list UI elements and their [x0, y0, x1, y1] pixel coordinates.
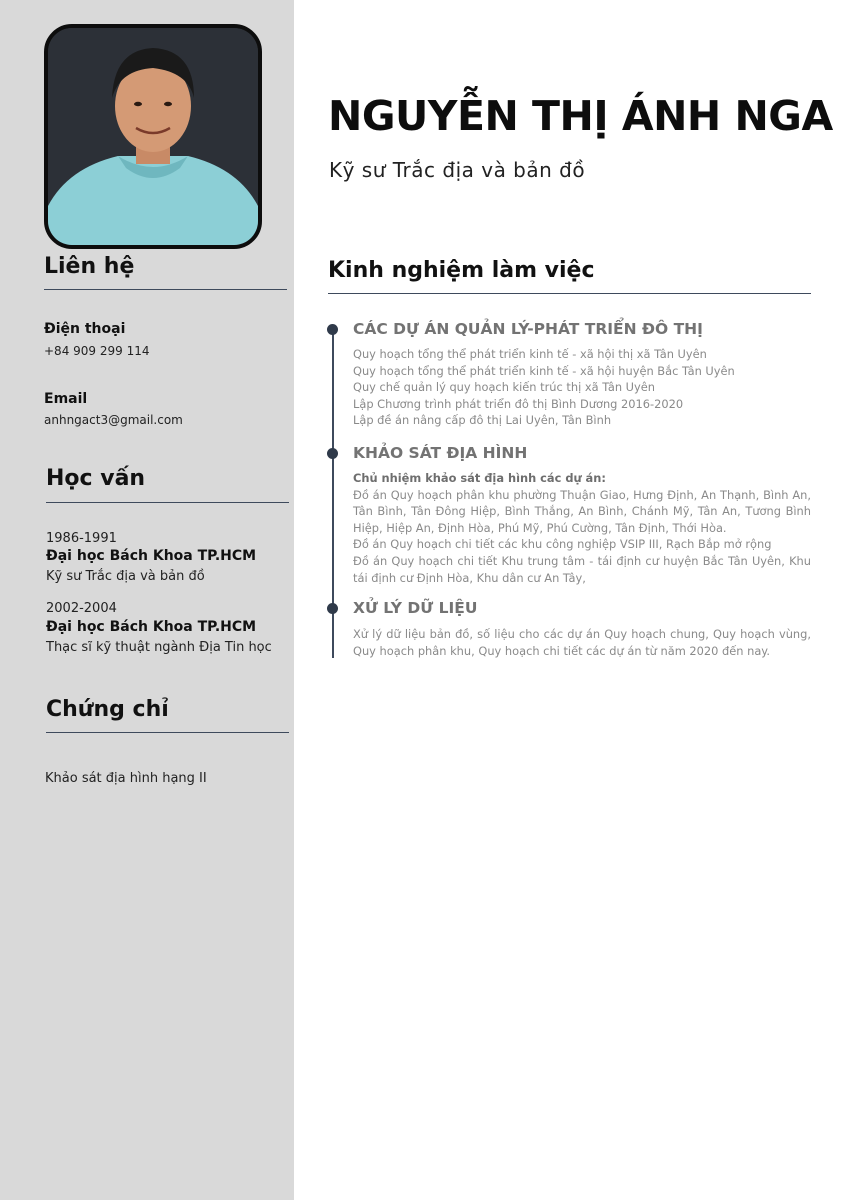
person-name: NGUYỄN THỊ ÁNH NGA	[328, 92, 833, 140]
paragraph: Đồ án Quy hoạch chi tiết Khu trung tâm - tái định cư huyện Bắc Tân Uyên, Khu tái định cư Định Hòa, Khu dân cư An Tây,	[353, 553, 811, 585]
education-school: Đại học Bách Khoa TP.HCM	[46, 619, 257, 635]
experience-heading: Kinh nghiệm làm việc	[328, 258, 595, 283]
section-title: CÁC DỰ ÁN QUẢN LÝ-PHÁT TRIỂN ĐÔ THỊ	[353, 320, 703, 338]
paragraph: Xử lý dữ liệu bản đồ, số liệu cho các dự án Quy hoạch chung, Quy hoạch vùng, Quy hoạch phân khu, Quy hoạch chi tiết các dự án từ năm 2020 đến nay.	[353, 627, 811, 658]
list-item: Quy hoạch tổng thể phát triển kinh tế - xã hội huyện Bắc Tân Uyên	[353, 363, 735, 378]
education-years: 2002-2004	[46, 601, 117, 616]
section-body	[353, 470, 811, 586]
section-subtitle: Chủ nhiệm khảo sát địa hình các dự án:	[353, 471, 606, 485]
person-role: Kỹ sư Trắc địa và bản đồ	[329, 158, 586, 182]
phone-number: +84 909 299 114	[44, 344, 150, 358]
education-school: Đại học Bách Khoa TP.HCM	[46, 548, 257, 564]
section-title: XỬ LÝ DỮ LIỆU	[353, 599, 478, 617]
section-lines	[353, 346, 811, 429]
certificates-divider	[46, 732, 289, 733]
experience-divider	[328, 293, 811, 294]
timeline-dot	[327, 324, 338, 335]
section-body	[353, 626, 811, 659]
portrait-image	[48, 28, 258, 245]
email-address: anhngact3@gmail.com	[44, 413, 183, 427]
list-item: Quy hoạch tổng thể phát triển kinh tế - xã hội thị xã Tân Uyên	[353, 347, 707, 361]
education-heading: Học vấn	[46, 466, 146, 491]
education-degree: Kỹ sư Trắc địa và bản đồ	[46, 569, 205, 584]
paragraph: Đồ án Quy hoạch phân khu phường Thuận Giao, Hưng Định, An Thạnh, Bình An, Tân Bình, Tân Đông Hiệp, Bình Thắng, An Bình, Chánh Mỹ, Tân An, Tương Bình Hiệp, Hiệp An, Định Hòa, Phú Mỹ, Phú Cường, Tân Định, Thới Hòa.	[353, 487, 811, 535]
contact-divider	[44, 289, 287, 290]
timeline-dot	[327, 603, 338, 614]
timeline-dot	[327, 448, 338, 459]
education-years: 1986-1991	[46, 531, 117, 546]
profile-photo	[44, 24, 262, 249]
certificates-heading: Chứng chỉ	[46, 697, 169, 722]
education-divider	[46, 502, 289, 503]
contact-heading: Liên hệ	[44, 254, 135, 279]
list-item: Quy chế quản lý quy hoạch kiến trúc thị xã Tân Uyên	[353, 380, 655, 395]
section-title: KHẢO SÁT ĐỊA HÌNH	[353, 444, 528, 462]
paragraph: Đồ án Quy hoạch chi tiết các khu công nghiệp VSIP III, Rạch Bắp mở rộng	[353, 537, 772, 552]
email-label: Email	[44, 391, 88, 407]
list-item: Lập Chương trình phát triển đô thị Bình Dương 2016-2020	[353, 396, 684, 411]
list-item: Lập đề án nâng cấp đô thị Lai Uyên, Tân Bình	[353, 413, 612, 428]
certificate-item: Khảo sát địa hình hạng II	[45, 771, 207, 786]
education-degree: Thạc sĩ kỹ thuật ngành Địa Tin học	[46, 640, 272, 655]
phone-label: Điện thoại	[44, 321, 126, 337]
